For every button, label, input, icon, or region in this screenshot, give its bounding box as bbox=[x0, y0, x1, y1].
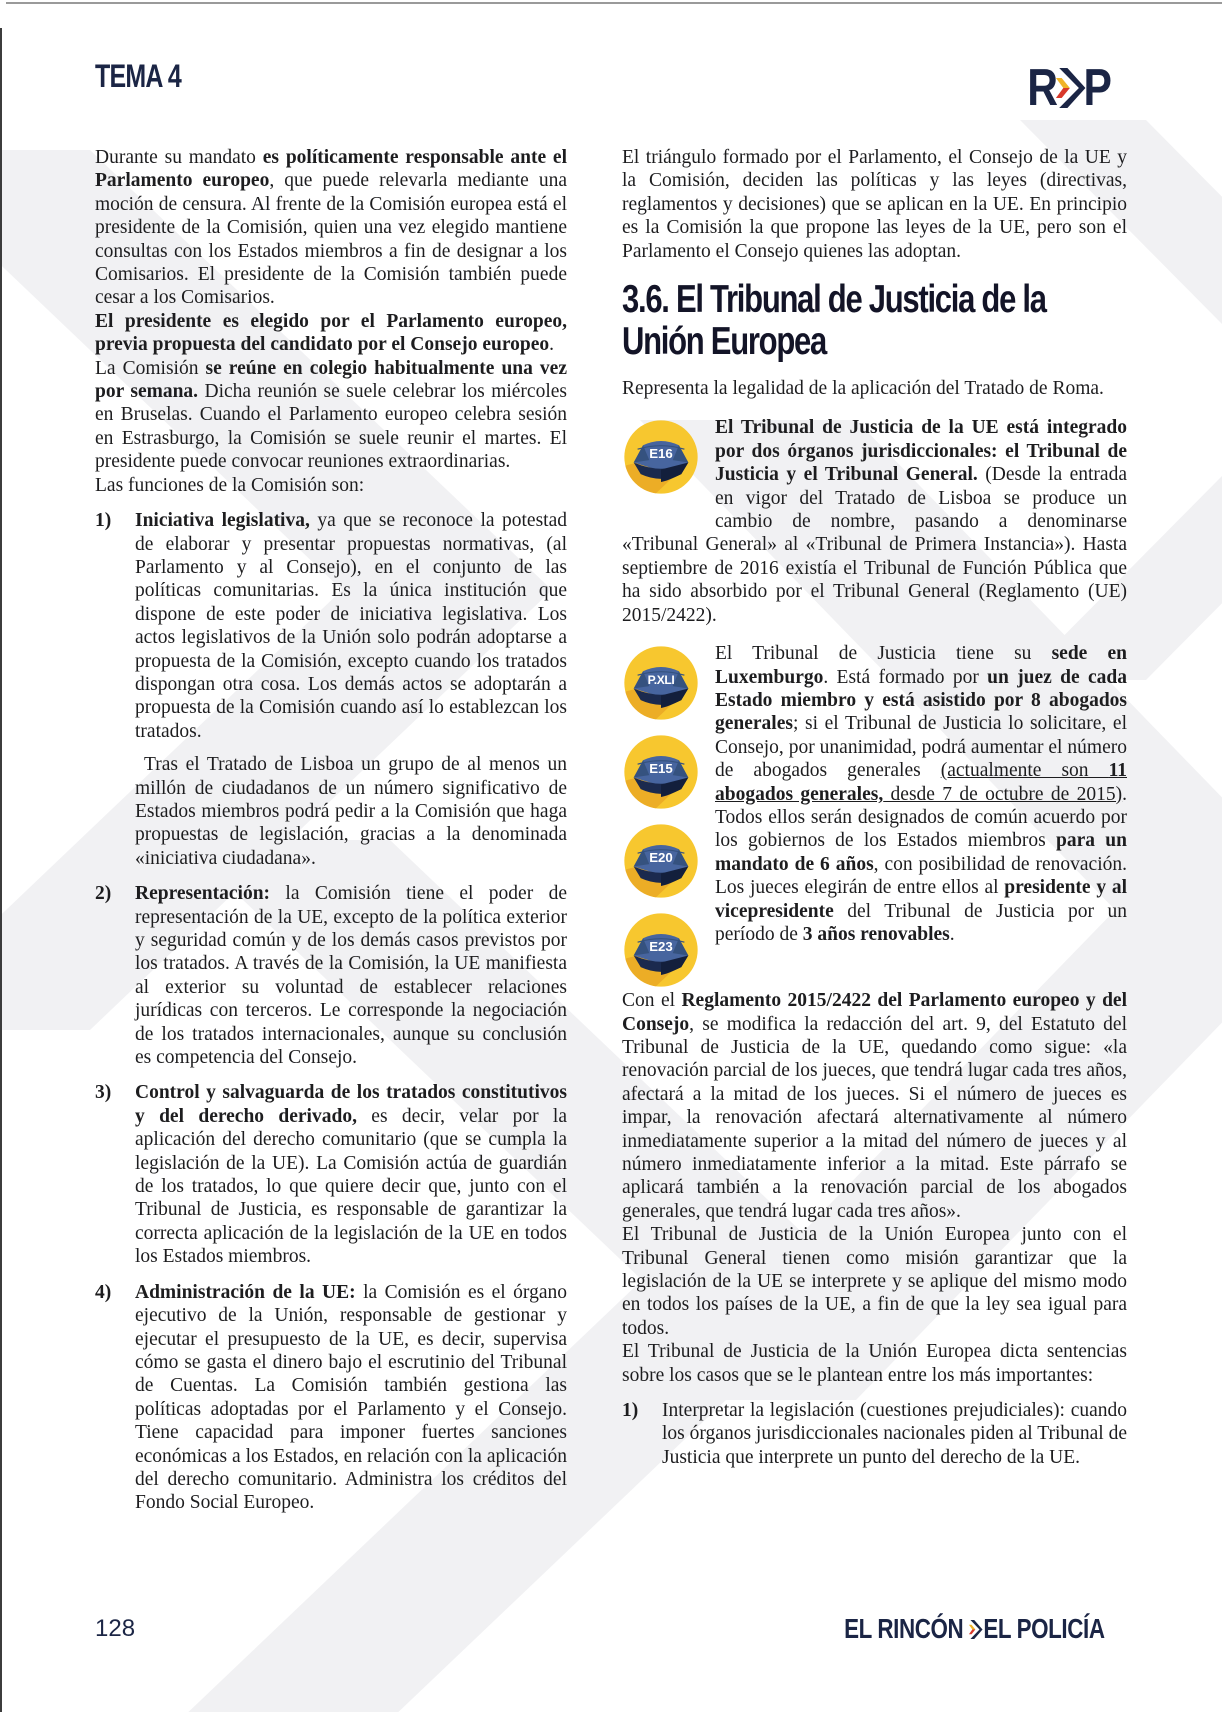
badge-label: E16 bbox=[649, 446, 673, 462]
badge-label: P.XLI bbox=[647, 672, 675, 687]
list-item bbox=[95, 1281, 567, 1515]
section-heading: 3.6. El Tribunal de Justicia de la Unión Europea bbox=[622, 278, 1046, 364]
page-title: TEMA 4 bbox=[95, 58, 181, 94]
rdp-logo bbox=[1026, 59, 1110, 117]
logo-letter-r: R bbox=[1026, 59, 1057, 117]
footer-brand bbox=[845, 1613, 1106, 1645]
list-number: 3) bbox=[95, 1082, 112, 1104]
list-item-text: Representación: la Comisión tiene el poder de representación de la UE, excepto de la política exterior y seguridad común y de los demás casos previstos por los tratados. A través de la Comisión, la UE manifiesta al exterior su voluntad de establecer relaciones jurídicas con terceros. Le corresponde la negociación de los tratados internacionales, aunque su conclusión es competencia del Consejo. bbox=[135, 883, 567, 1069]
list-item-text: Iniciativa legislativa, ya que se reconoce la potestad de elaborar y presentar propuestas normativas, (al Parlamento y al Consejo), en el conjunto de las políticas comunitarias. Es la única institución que dispone de este poder de iniciativa legislativa. Los actos legislativos de la Unión solo podrán adoptarse a propuesta de la Comisión, excepto cuando los tratados dispongan otra cosa. Los demás actos se adoptarán a propuesta de la Comisión cuando así lo establezcan los tratados. bbox=[135, 510, 567, 742]
paragraph-bold: El presidente es elegido por el Parlamento europeo, previa propuesta del candidato por el Consejo europeo. bbox=[95, 310, 567, 356]
paragraph: El Tribunal de Justicia de la Unión Europea junto con el Tribunal General tienen como misión garantizar que la legislación de la UE se interprete y se aplique del mismo modo en todos los países de la UE, a fin de que la ley sea igual para todos. bbox=[622, 1224, 1127, 1339]
list-item-text: Administración de la UE: la Comisión es el órgano ejecutivo de la Unión, responsable de gestionar y ejecutar el presupuesto de la UE, es decir, supervisa cómo se gasta el dinero bajo el escrutinio del Tribunal de Cuentas. La Comisión también gestiona las políticas adoptadas por el Parlamento y el Consejo. Tiene capacidad para imponer fuertes sanciones económicas a los Estados, en relación con la aplicación del derecho comunitario. Administra los créditos del Fondo Social Europeo. bbox=[135, 1281, 567, 1514]
footer-brand-text-right: EL POLICÍA bbox=[983, 1613, 1105, 1644]
list-number: 1) bbox=[622, 1400, 639, 1421]
list-item-subparagraph: Tras el Tratado de Lisboa un grupo de al menos un millón de ciudadanos de un número significativo de Estados miembros podrá pedir a la Comisión que haga propuestas de legislación, gracias a la denominada «iniciativa ciudadana». bbox=[135, 754, 567, 869]
paragraph: La Comisión se reúne en colegio habitualmente una vez por semana. Dicha reunión se suele celebrar los miércoles en Bruselas. Cuando el Parlamento europeo celebra sesión en Estrasburgo, la Comisión se suele reunir el martes. El presidente puede convocar reuniones extraordinarias. bbox=[95, 357, 567, 473]
list-item bbox=[95, 509, 567, 870]
page-number: 128 bbox=[95, 1615, 136, 1642]
footer-brand-text-left: EL RINCÓN bbox=[844, 1613, 964, 1644]
footer-chevron-d-icon bbox=[969, 1618, 983, 1641]
paragraph: El Tribunal de Justicia de la UE está integrado por dos órganos jurisdiccionales: el Tribunal de Justicia y el Tribunal General. (Desde la entrada en vigor del Tratado de Lisboa se produce un cambio de nombre, pasando a denominarse «Tribunal General» al «Tribunal de Primera Instancia»). Hasta septiembre de 2016 existía el Tribunal de Función Pública que ha sido absorbido por el Tribunal General (Reglamento (UE) 2015/2422). bbox=[622, 417, 1127, 626]
page-top-edge bbox=[6, 2, 1222, 4]
list-number: 2) bbox=[95, 883, 112, 905]
right-column bbox=[622, 146, 1127, 1469]
paragraph: El triángulo formado por el Parlamento, el Consejo de la UE y la Comisión, deciden las políticas y las leyes (directivas, reglamentos y decisiones) que se aplican en la UE. En principio es la Comisión la que propone las leyes de la UE, pero son el Parlamento el Consejo quienes las adoptan. bbox=[622, 147, 1127, 262]
list-item bbox=[95, 882, 567, 1069]
paragraph: El Tribunal de Justicia tiene su sede en Luxemburgo. Está formado por un juez de cada Estado miembro y está asistido por 8 abogados generales; si el Tribunal de Justicia lo solicitare, el Consejo, por unanimidad, podrá aumentar el número de abogados generales (actualmente son 11 abogados generales, desde 7 de octubre de 2015). Todos ellos serán designados de común acuerdo por los gobiernos de los Estados miembros para un mandato de 6 años, con posibilidad de renovación. Los jueces elegirán de entre ellos al presidente y al vicepresidente del Tribunal de Justicia por un período de 3 años renovables. bbox=[715, 643, 1127, 945]
paragraph: El Tribunal de Justicia de la Unión Europea dicta sentencias sobre los casos que se le plantean entre los más importantes: bbox=[622, 1341, 1127, 1386]
police-cap-badge-icon bbox=[622, 911, 700, 989]
list-item-text: Interpretar la legislación (cuestiones prejudiciales): cuando los órganos jurisdiccionales nacionales piden al Tribunal de Justicia que interprete un punto del derecho de la UE. bbox=[662, 1400, 1127, 1468]
functions-intro: Las funciones de la Comisión son: bbox=[95, 474, 365, 496]
logo-chevron-icon bbox=[1055, 65, 1085, 111]
list-item-text: Control y salvaguarda de los tratados constitutivos y del derecho derivado, es decir, velar por la aplicación del derecho comunitario (que se cumpla la legislación de la UE). La Comisión actúa de guardián de los tratados, lo que quiere decir que, junto con el Tribunal de Justicia, es responsable de garantizar la correcta aplicación de la legislación de la UE en todos los Estados miembros. bbox=[135, 1082, 567, 1268]
logo-letter-p: P bbox=[1083, 59, 1110, 117]
badge-rail bbox=[622, 644, 700, 989]
list-item bbox=[95, 1081, 567, 1268]
paragraph: Durante su mandato es políticamente responsable ante el Parlamento europeo, que puede relevarla mediante una moción de censura. Al frente de la Comisión europea está el presidente de la Comisión, quien una vez elegido mantiene consultas con los Estados miembros a fin de designar a los Comisarios. El presidente de la Comisión también puede cesar a los Comisarios. bbox=[95, 147, 567, 309]
list-number: 4) bbox=[95, 1281, 112, 1303]
police-cap-badge-icon bbox=[622, 733, 700, 811]
badge-rail-paragraph-block bbox=[622, 642, 1127, 989]
page-left-edge bbox=[0, 28, 2, 1712]
paragraph: Representa la legalidad de la aplicación del Tratado de Roma. bbox=[622, 378, 1104, 400]
list-item bbox=[622, 1399, 1127, 1469]
badge-label: E20 bbox=[649, 849, 673, 865]
badge-label: E23 bbox=[649, 938, 673, 954]
police-cap-badge-icon bbox=[622, 644, 700, 722]
badge-paragraph-block bbox=[622, 416, 1127, 627]
section-heading-wrap bbox=[622, 279, 1127, 367]
list-number: 1) bbox=[95, 510, 112, 532]
badge-label: E15 bbox=[649, 760, 673, 776]
police-cap-badge-icon bbox=[622, 418, 700, 496]
paragraph: Con el Reglamento 2015/2422 del Parlamento europeo y del Consejo, se modifica la redacción del art. 9, del Estatuto del Tribunal de Justicia de la UE, quedando como sigue: «la renovación parcial de los jueces, que tendrá lugar cada tres años, afectará a la mitad de los jueces. Si el número de jueces es impar, la renovación afectará alternativamente al número inmediatamente superior a la mitad del número de jueces y al número inmediatamente inferior a la mitad. Este párrafo se aplicará también a la renovación parcial de los abogados generales, que tendrá lugar cada tres años». bbox=[622, 990, 1127, 1222]
left-column bbox=[95, 146, 567, 1515]
police-cap-badge-icon bbox=[622, 822, 700, 900]
